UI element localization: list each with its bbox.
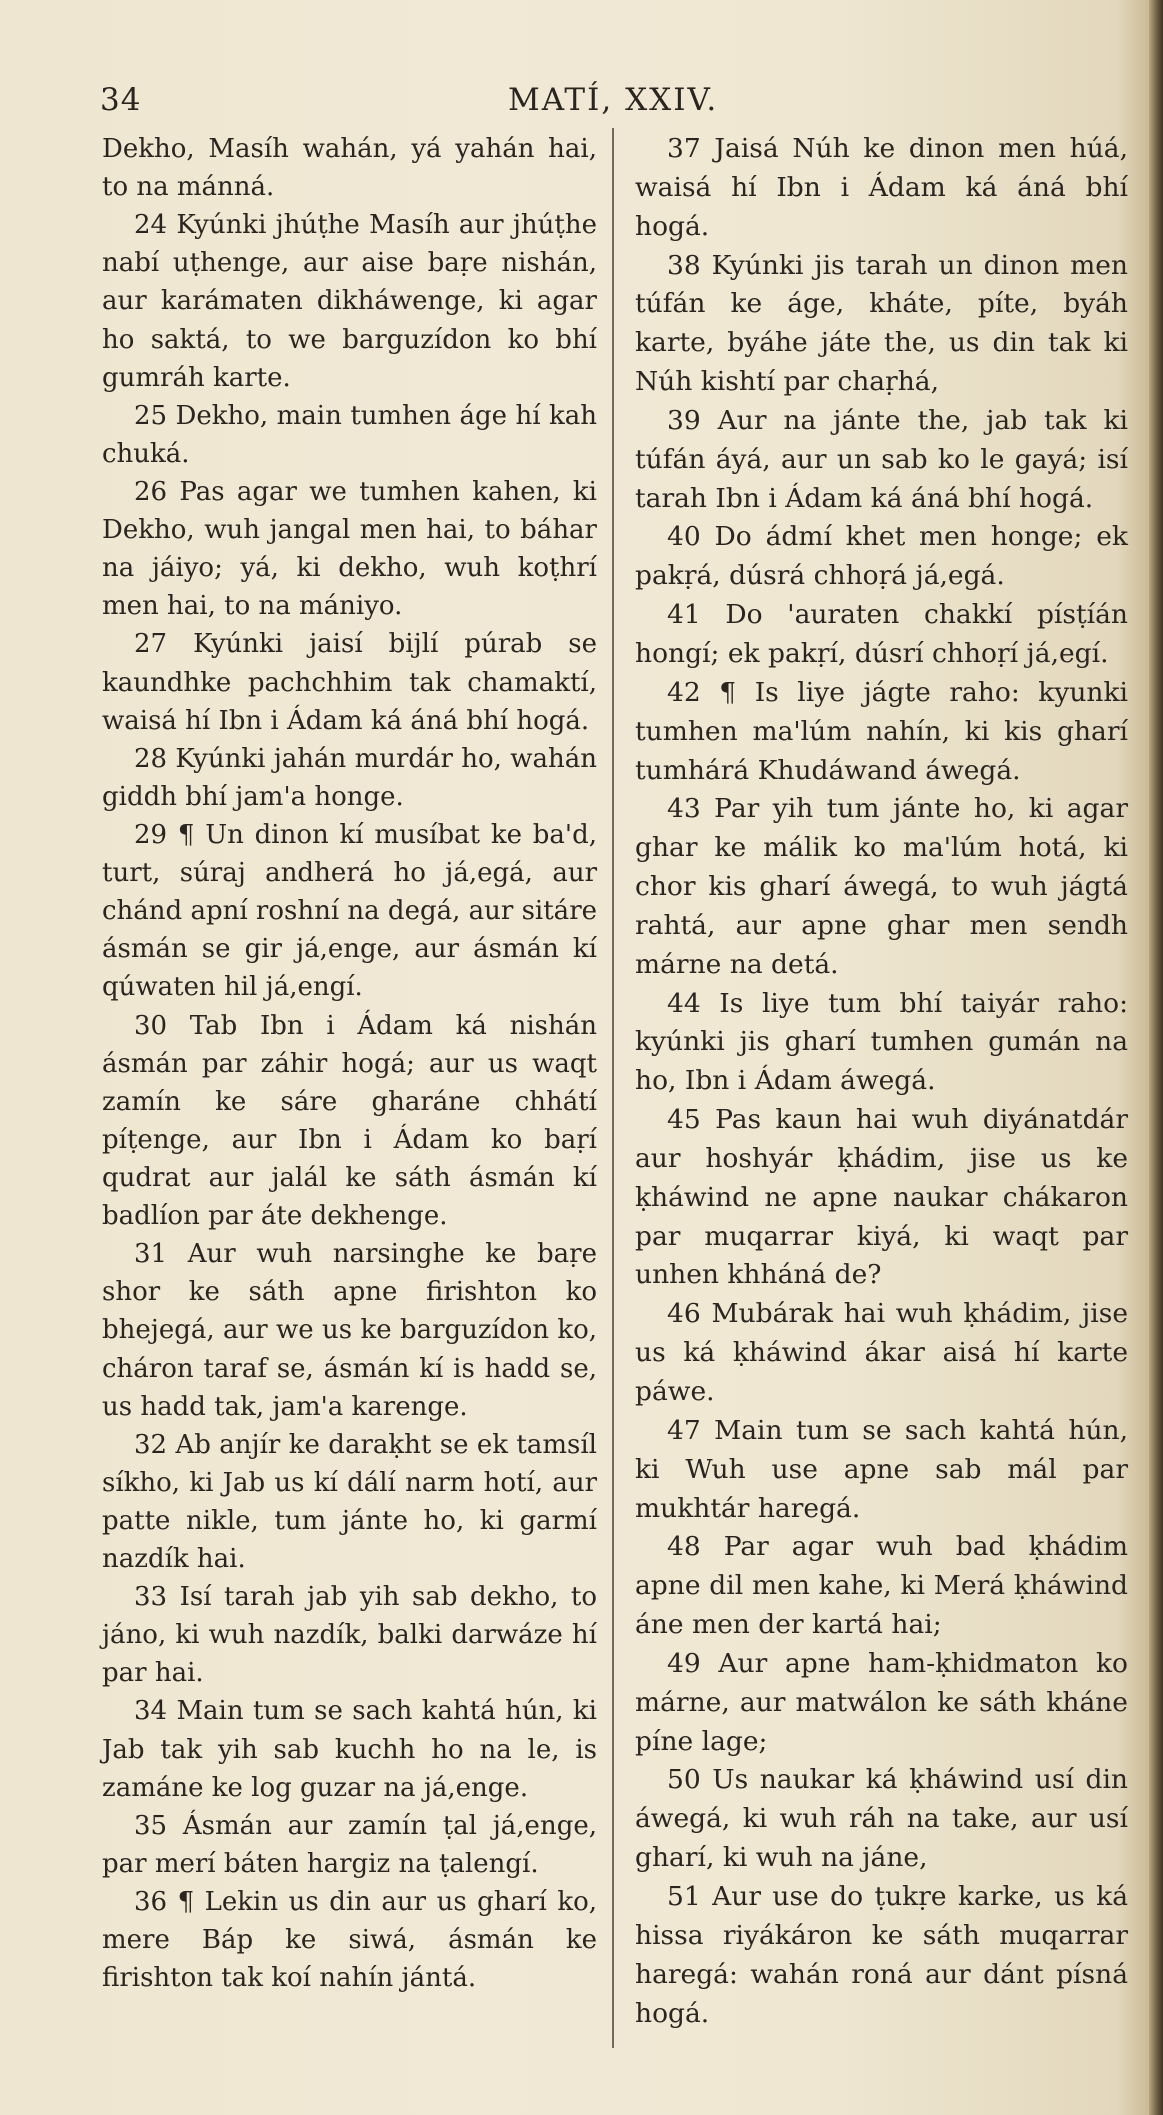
verse-text: Dekho, Masíh wahán, yá yahán hai, to na mánná. [102, 134, 597, 203]
verse-text: 31 Aur wuh narsinghe ke baṛe shor ke sáth apne firishton ko bhejegá, aur we us ke barguzídon ko, cháron taraf se, ásmán kí is hadd se, us hadd tak, jam'a karenge. [102, 1239, 597, 1422]
running-title: MATÍ, XXIV. [508, 82, 719, 118]
verse-text: 24 Kyúnki jhúṭhe Masíh aur jhúṭhe nabí uṭhenge, aur aise baṛe nishán, aur karámaten dikháwenge, ki agar ho saktá, to we barguzídon ko bhí gumráh karte. [102, 210, 597, 393]
verse-text: 30 Tab Ibn i Ádam ká nishán ásmán par záhir hogá; aur us waqt zamín ke sáre gharáne chhátí píṭenge, aur Ibn i Ádam ko baṛí qudrat aur jalál ke sáth ásmán kí badlíon par áte dekhenge. [102, 1010, 597, 1232]
right-column [635, 130, 1128, 2033]
verse-text: 46 Mubárak hai wuh ḳhádim, jise us ká ḳháwind ákar aisá hí karte páwe. [635, 1298, 1128, 1407]
verse-text: 50 Us naukar ká ḳháwind usí din áwegá, ki wuh ráh na take, aur usí gharí, ki wuh na jáne, [635, 1764, 1128, 1874]
verse-text: 48 Par agar wuh bad ḳhádim apne dil men kahe, ki Merá ḳháwind áne men der kartá hai; [635, 1531, 1128, 1641]
verse-text: 33 Isí tarah jab yih sab dekho, to jáno, ki wuh nazdík, balki darwáze hí par hai. [102, 1582, 597, 1689]
verse-text: 40 Do ádmí khet men honge; ek pakṛá, dúsrá chhoṛá já,egá. [635, 521, 1128, 592]
page-edge [1149, 0, 1163, 2115]
verse-text: 49 Aur apne ham-ḳhidmaton ko márne, aur matwálon ke sáth kháne píne lage; [635, 1647, 1128, 1757]
verse-text: 25 Dekho, main tumhen áge hí kah chuká. [102, 400, 597, 469]
verse-text: 34 Main tum se sach kahtá hún, ki Jab tak yih sab kuchh ho na le, is zamáne ke log guzar na já,enge. [102, 1696, 597, 1803]
verse-text: 29 ¶ Un dinon kí musíbat ke ba'd, turt, súraj andherá ho já,egá, aur chánd apní roshní na degá, aur sitáre ásmán se gir já,enge, aur ásmán kí qúwaten hil já,engí. [102, 819, 598, 1003]
verse-text: 44 Is liye tum bhí taiyár raho: kyúnki jis gharí tumhen gumán na ho, Ibn i Ádam áwegá. [635, 987, 1128, 1097]
verse-text: 26 Pas agar we tumhen kahen, ki Dekho, wuh jangal men hai, to báhar na jáiyo; yá, ki dekho, wuh koṭhrí men hai, to na mániyo. [102, 476, 597, 622]
verse-text: 37 Jaisá Núh ke dinon men húá, waisá hí Ibn i Ádam ká áná bhí hogá. [635, 133, 1128, 242]
verse-text: 45 Pas kaun hai wuh diyánatdár aur hoshyár ḳhádim, jise us ke ḳháwind ne apne naukar chákaron par muqarrar kiyá, ki waqt par unhen khháná de? [635, 1104, 1128, 1291]
page-header [100, 82, 1100, 130]
verse-text: 47 Main tum se sach kahtá hún, ki Wuh use apne sab mál par mukhtár haregá. [635, 1414, 1128, 1524]
verse-text: 27 Kyúnki jaisí bijlí púrab se kaundhke pachchhim tak chamaktí, waisá hí Ibn i Ádam ká áná bhí hogá. [102, 629, 597, 736]
left-column [102, 130, 597, 1997]
verse-text: 43 Par yih tum jánte ho, ki agar ghar ke málik ko ma'lúm hotá, ki chor kis gharí áwegá, to wuh jágtá rahtá, aur apne ghar men sendh márne na detá. [635, 793, 1128, 980]
column-divider [612, 128, 614, 2048]
verse-text: 35 Ásmán aur zamín ṭal já,enge, par merí báten hargiz na ṭalengí. [102, 1810, 597, 1879]
page-number: 34 [100, 82, 142, 118]
verse-text: 42 ¶ Is liye jágte raho: kyunki tumhen ma'lúm nahín, ki kis gharí tumhárá Khudáwand áwegá. [635, 676, 1128, 786]
verse-text: 36 ¶ Lekin us din aur us gharí ko, mere Báp ke siwá, ásmán ke firishton tak koí nahín jántá. [102, 1887, 597, 1994]
verse-text: 28 Kyúnki jahán murdár ho, wahán giddh bhí jam'a honge. [102, 743, 597, 812]
verse-text: 41 Do 'auraten chakkí písṭíán hongí; ek pakṛí, dúsrí chhoṛí já,egí. [635, 599, 1128, 669]
verse-text: 39 Aur na jánte the, jab tak ki túfán áyá, aur un sab ko le gayá; isí tarah Ibn i Ádam ká áná bhí hogá. [635, 404, 1128, 514]
verse-text: 32 Ab anjír ke daraḳht se ek tamsíl síkho, ki Jab us kí dálí narm hotí, aur patte nikle, tum jánte ho, ki garmí nazdík hai. [102, 1429, 597, 1575]
verse-text: 51 Aur use do ṭukṛe karke, us ká hissa riyákáron ke sáth muqarrar haregá: wahán roná aur dánt písná hogá. [635, 1880, 1128, 2029]
verse-text: 38 Kyúnki jis tarah un dinon men túfán ke áge, kháte, píte, byáh karte, byáhe játe the, us din tak ki Núh kishtí par chaṛhá, [635, 249, 1128, 398]
